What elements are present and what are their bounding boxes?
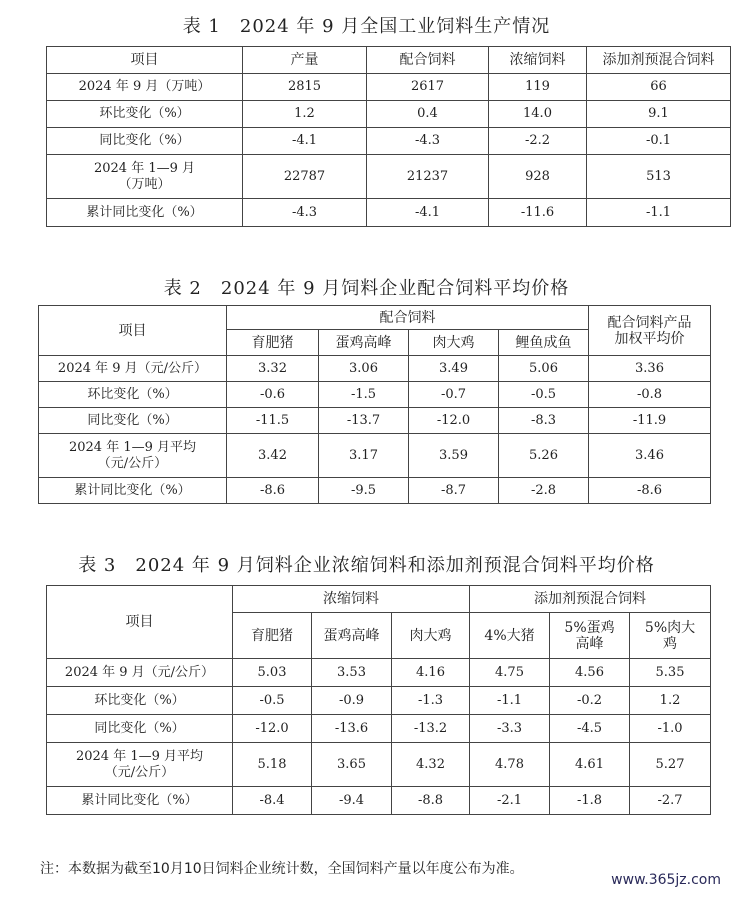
table-cell: -0.5 [499, 382, 589, 408]
table-cell: -13.2 [392, 715, 470, 743]
footnote: 注：本数据为截至10月10日饲料企业统计数，全国饲料产量以年度公布为准。 [40, 861, 524, 877]
table-cell: 66 [587, 74, 731, 101]
table-cell: 9.1 [587, 101, 731, 128]
table-cell: 14.0 [489, 101, 587, 128]
table-cell: 4.78 [470, 743, 550, 787]
table-cell: -0.5 [233, 687, 312, 715]
table-row [47, 743, 711, 787]
table-cell: 4.32 [392, 743, 470, 787]
row-label [39, 434, 227, 478]
table-cell: 21237 [367, 155, 489, 199]
row-label: 累计同比变化（%） [47, 199, 243, 227]
table-cell: 513 [587, 155, 731, 199]
table-cell: -4.1 [367, 199, 489, 227]
table-cell: 4.61 [550, 743, 630, 787]
row-label: 同比变化（%） [39, 408, 227, 434]
table-cell: -0.2 [550, 687, 630, 715]
row-label-line1: 2024 年 1—9 月 [93, 160, 196, 176]
weighted-header-line1: 配合饲料产品 [607, 314, 692, 331]
table-cell: 22787 [243, 155, 367, 199]
header-cell: 添加剂预混合饲料 [587, 47, 731, 74]
table-cell: 1.2 [243, 101, 367, 128]
table-cell: -4.3 [367, 128, 489, 155]
table-cell: -0.1 [587, 128, 731, 155]
table3 [46, 585, 711, 815]
row-label: 同比变化（%） [47, 715, 233, 743]
row-label: 累计同比变化（%） [47, 787, 233, 815]
table-cell: 119 [489, 74, 587, 101]
table-row [47, 659, 711, 687]
group-header-concentrate: 浓缩饲料 [233, 586, 470, 613]
row-label: 环比变化（%） [47, 101, 243, 128]
table-cell: 3.32 [227, 356, 319, 382]
table-cell: 3.65 [312, 743, 392, 787]
table-cell: 2815 [243, 74, 367, 101]
weighted-header-line2: 加权平均价 [614, 330, 685, 347]
table-row [47, 199, 731, 227]
table-row [47, 715, 711, 743]
header-cell: 项目 [47, 47, 243, 74]
table-row [47, 128, 731, 155]
sub-header: 肉大鸡 [409, 330, 499, 356]
table-row [47, 787, 711, 815]
sub-header: 育肥猪 [227, 330, 319, 356]
row-label-line2: （万吨） [118, 176, 171, 192]
table-cell: 4.75 [470, 659, 550, 687]
table-row [39, 408, 711, 434]
table1 [46, 46, 731, 227]
table1-header-row [47, 47, 731, 74]
table-cell: -11.5 [227, 408, 319, 434]
item-header: 项目 [39, 306, 227, 356]
table-cell: -13.6 [312, 715, 392, 743]
table-row [39, 478, 711, 504]
table-row [47, 101, 731, 128]
table-cell: -0.9 [312, 687, 392, 715]
table-cell: -11.9 [589, 408, 711, 434]
weighted-header [589, 306, 711, 356]
table-cell: -2.2 [489, 128, 587, 155]
table-cell: 1.2 [630, 687, 711, 715]
row-label-line2: （元/公斤） [104, 764, 175, 780]
table-cell: -9.5 [319, 478, 409, 504]
table-cell: -1.5 [319, 382, 409, 408]
table2-header-row [39, 306, 711, 330]
table3-header-row [47, 586, 711, 613]
table2-title: 表 2 2024 年 9 月饲料企业配合饲料平均价格 [163, 278, 570, 299]
table-cell: 5.03 [233, 659, 312, 687]
sub-header-line2: 鸡 [663, 635, 678, 652]
sub-header: 育肥猪 [233, 613, 312, 659]
table-cell: -1.8 [550, 787, 630, 815]
table-cell: -1.1 [470, 687, 550, 715]
watermark: www.365jz.com [607, 872, 725, 888]
table-cell: -0.7 [409, 382, 499, 408]
table-cell: -1.3 [392, 687, 470, 715]
table-row [47, 74, 731, 101]
header-cell: 产量 [243, 47, 367, 74]
sub-header [630, 613, 711, 659]
table-cell: 928 [489, 155, 587, 199]
table-cell: 3.46 [589, 434, 711, 478]
table-cell: -8.6 [589, 478, 711, 504]
table-cell: -4.3 [243, 199, 367, 227]
table-cell: 3.17 [319, 434, 409, 478]
table-cell: 3.36 [589, 356, 711, 382]
table-cell: 0.4 [367, 101, 489, 128]
table-row [39, 382, 711, 408]
row-label [47, 743, 233, 787]
header-cell: 浓缩饲料 [489, 47, 587, 74]
row-label-line1: 2024 年 1—9 月平均 [75, 748, 204, 764]
table-cell: -4.5 [550, 715, 630, 743]
table-cell: 5.18 [233, 743, 312, 787]
table-cell: 5.06 [499, 356, 589, 382]
row-label-line1: 2024 年 1—9 月平均 [68, 439, 197, 455]
table2 [38, 305, 711, 504]
table-cell: 3.49 [409, 356, 499, 382]
table-cell: 2617 [367, 74, 489, 101]
table-row [39, 356, 711, 382]
table-cell: -8.8 [392, 787, 470, 815]
group-header: 配合饲料 [227, 306, 589, 330]
table-cell: -8.3 [499, 408, 589, 434]
table-cell: 3.53 [312, 659, 392, 687]
row-label [47, 155, 243, 199]
table-cell: 3.42 [227, 434, 319, 478]
header-cell: 配合饲料 [367, 47, 489, 74]
row-label: 同比变化（%） [47, 128, 243, 155]
row-label: 2024 年 9 月（元/公斤） [47, 659, 233, 687]
table-cell: -0.8 [589, 382, 711, 408]
item-header: 项目 [47, 586, 233, 659]
row-label: 2024 年 9 月（元/公斤） [39, 356, 227, 382]
sub-header: 肉大鸡 [392, 613, 470, 659]
table1-title: 表 1 2024 年 9 月全国工业饲料生产情况 [182, 16, 551, 37]
table-cell: -2.8 [499, 478, 589, 504]
row-label: 累计同比变化（%） [39, 478, 227, 504]
sub-header-line1: 5%肉大 [644, 619, 696, 636]
table-row [47, 687, 711, 715]
table-cell: -8.4 [233, 787, 312, 815]
table-cell: 4.56 [550, 659, 630, 687]
table-cell: -8.6 [227, 478, 319, 504]
table-cell: -11.6 [489, 199, 587, 227]
table-cell: 3.59 [409, 434, 499, 478]
table-cell: 4.16 [392, 659, 470, 687]
row-label-line2: （元/公斤） [97, 455, 168, 471]
table-cell: -12.0 [409, 408, 499, 434]
table-cell: -4.1 [243, 128, 367, 155]
table-cell: -1.1 [587, 199, 731, 227]
table-cell: 3.06 [319, 356, 409, 382]
table-cell: 5.26 [499, 434, 589, 478]
group-header-premix: 添加剂预混合饲料 [470, 586, 711, 613]
table-row [39, 434, 711, 478]
sub-header: 蛋鸡高峰 [312, 613, 392, 659]
row-label: 2024 年 9 月（万吨） [47, 74, 243, 101]
table-cell: -8.7 [409, 478, 499, 504]
row-label: 环比变化（%） [47, 687, 233, 715]
table-row [47, 155, 731, 199]
table-cell: 5.35 [630, 659, 711, 687]
table-cell: -2.1 [470, 787, 550, 815]
sub-header [550, 613, 630, 659]
sub-header-line1: 5%蛋鸡 [564, 619, 615, 636]
sub-header: 4%大猪 [470, 613, 550, 659]
table-cell: -0.6 [227, 382, 319, 408]
table-cell: -12.0 [233, 715, 312, 743]
sub-header: 鲤鱼成鱼 [499, 330, 589, 356]
row-label: 环比变化（%） [39, 382, 227, 408]
table-cell: -13.7 [319, 408, 409, 434]
sub-header-line2: 高峰 [575, 635, 604, 652]
table-cell: -1.0 [630, 715, 711, 743]
table-cell: -2.7 [630, 787, 711, 815]
table-cell: 5.27 [630, 743, 711, 787]
table-cell: -9.4 [312, 787, 392, 815]
sub-header: 蛋鸡高峰 [319, 330, 409, 356]
table-cell: -3.3 [470, 715, 550, 743]
table3-title: 表 3 2024 年 9 月饲料企业浓缩饲料和添加剂预混合饲料平均价格 [78, 555, 655, 576]
